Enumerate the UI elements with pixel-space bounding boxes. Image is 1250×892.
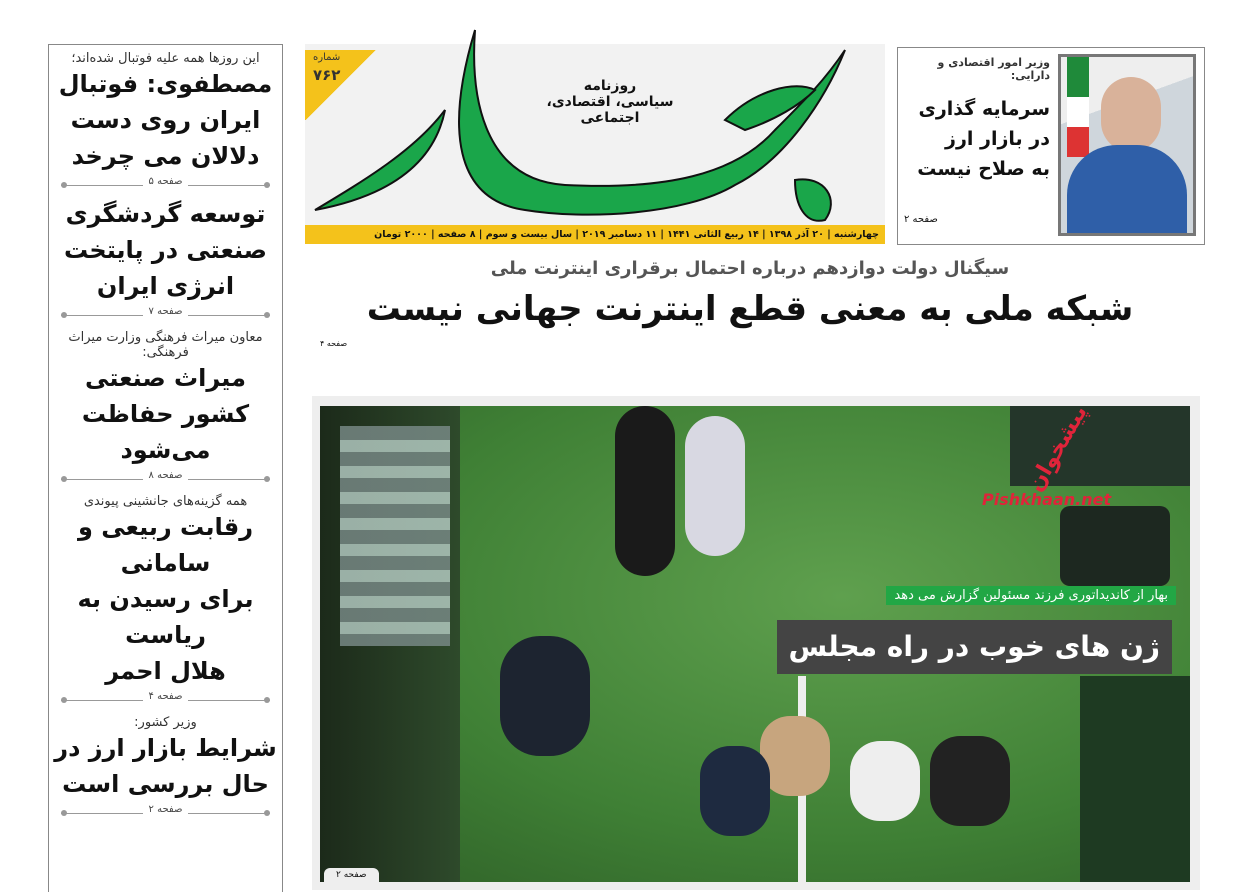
page-ref: صفحه ۷ xyxy=(61,306,270,324)
date-line: چهارشنبه | ۲۰ آذر ۱۳۹۸ | ۱۴ ربیع الثانی ۱۴۴۱ | ۱۱ دسامبر ۲۰۱۹ | سال بیست و سوم | ۸ صفحه | ۲۰۰۰ تومان xyxy=(305,225,885,244)
left-story[interactable] xyxy=(49,715,282,822)
story-kicker: این روزها همه علیه فوتبال شده‌اند؛ xyxy=(71,51,260,66)
main-photo[interactable] xyxy=(320,400,1190,882)
photo-kicker: بهار از کاندیداتوری فرزند مسئولین گزارش می دهد xyxy=(886,586,1176,605)
lead-kicker: سیگنال دولت دوازدهم درباره احتمال برقراری اینترنت ملی xyxy=(490,258,1010,279)
story-headline: توسعه گردشگری صنعتی در پایتخت انرژی ایران xyxy=(64,200,267,300)
page-ref: صفحه ۴ xyxy=(320,339,348,348)
story-kicker: وزیر کشور: xyxy=(134,715,197,730)
lead-headline: شبکه ملی به معنی قطع اینترنت جهانی نیست xyxy=(366,289,1134,329)
story-kicker: وزیر امور اقتصادی و دارایی: xyxy=(937,56,1050,82)
lead-story[interactable] xyxy=(300,258,1200,348)
page-ref: صفحه ۵ xyxy=(61,176,270,194)
story-headline: میراث صنعتی کشور حفاظت می‌شود xyxy=(81,364,250,464)
left-story[interactable] xyxy=(49,330,282,488)
story-kicker: معاون میراث فرهنگی وزارت میراث فرهنگی: xyxy=(68,330,263,360)
page-ref: صفحه ۲ xyxy=(61,804,270,822)
story-headline: مصطفوی: فوتبال ایران روی دست دلالان می چرخد xyxy=(58,70,273,170)
masthead xyxy=(305,44,885,244)
issue-label: شماره xyxy=(313,52,341,63)
top-right-story[interactable] xyxy=(897,47,1205,245)
story-headline: رقابت ربیعی و سامانی برای رسیدن به ریاست هلال احمر xyxy=(77,513,254,685)
page-ref: صفحه ۲ xyxy=(324,868,379,882)
story-kicker: همه گزینه‌های جانشینی پیوندی xyxy=(83,494,248,509)
photo-headline: ژن های خوب در راه مجلس xyxy=(777,620,1172,674)
story-headline: سرمایه گذاری در بازار ارز به صلاح نیست xyxy=(917,98,1050,180)
watermark-logo: پیشخوان xyxy=(1023,400,1093,497)
story-headline: شرایط بازار ارز در حال بررسی است xyxy=(54,734,277,798)
left-column xyxy=(48,44,283,892)
left-story[interactable] xyxy=(49,494,282,709)
paper-type: روزنامه xyxy=(583,78,637,94)
watermark-url: Pishkhaan.net xyxy=(982,490,1112,509)
left-story[interactable] xyxy=(49,196,282,324)
paper-subtitle: سیاسی، اقتصادی، اجتماعی xyxy=(546,94,674,126)
page-ref: صفحه ۸ xyxy=(61,470,270,488)
left-story[interactable] xyxy=(49,51,282,194)
minister-photo xyxy=(1058,54,1196,236)
issue-number: ۷۶۲ xyxy=(313,66,341,84)
page-ref: صفحه ۲ xyxy=(904,214,938,225)
page-ref: صفحه ۴ xyxy=(61,691,270,709)
